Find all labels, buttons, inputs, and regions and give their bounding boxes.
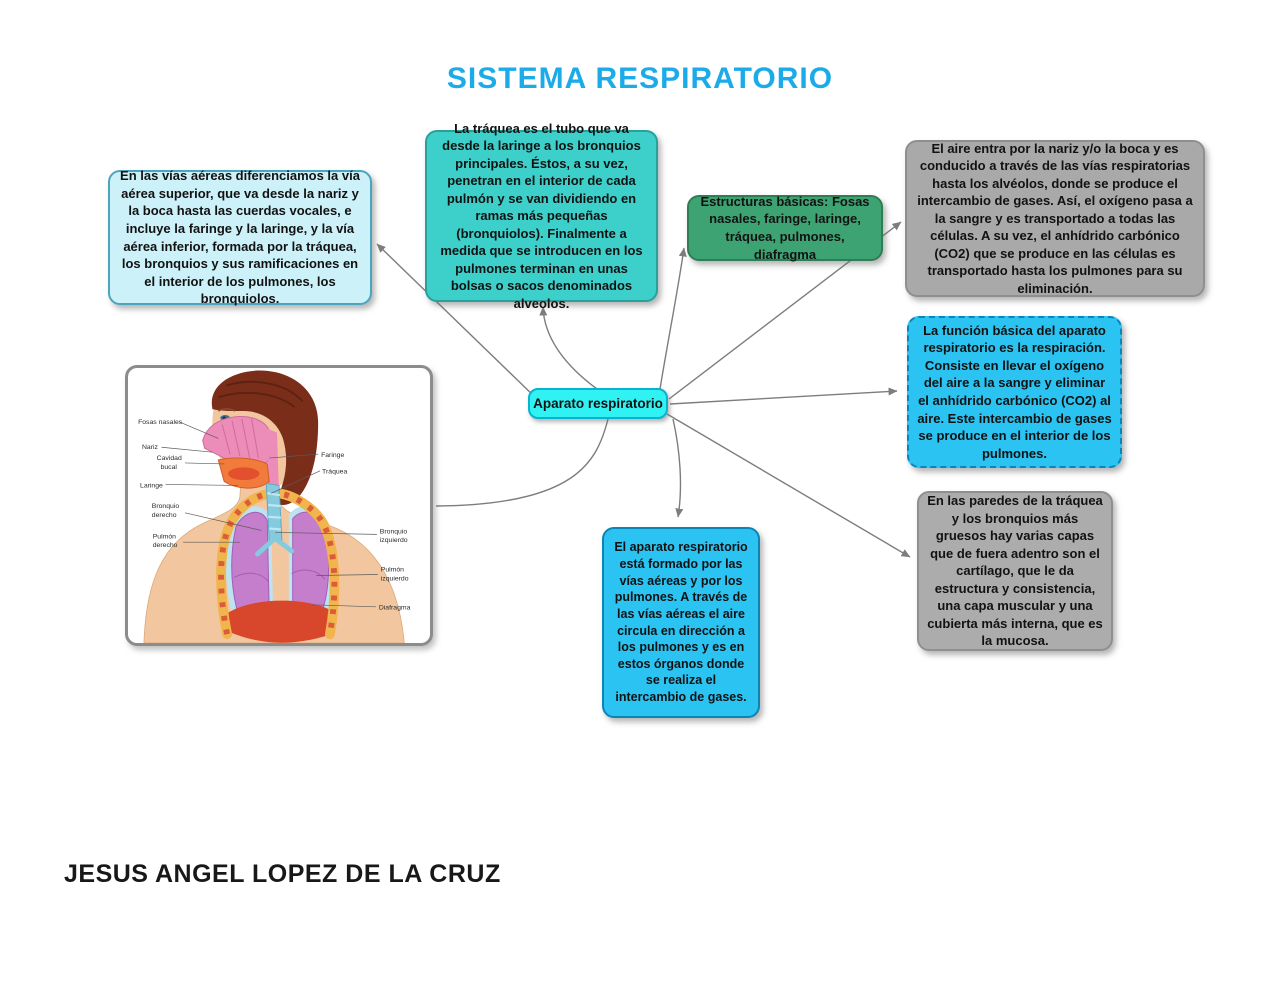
node-aparato-respiratorio-label: Aparato respiratorio — [533, 396, 663, 411]
diaphragm-shape — [227, 601, 335, 643]
box-aire — [905, 140, 1205, 297]
box-funcion-basica-text: La función básica del aparato respiratorio es la respiración. Consiste en llevar el oxígeno del aire a la sangre y eliminar el anhídrido carbónico (CO2) al aire. Este intercambio de gases se produce en el interior de los pulmones. — [917, 322, 1112, 461]
respiratory-anatomy-illustration — [125, 365, 433, 646]
box-estructuras-basicas — [687, 195, 883, 261]
author-name: JESUS ANGEL LOPEZ DE LA CRUZ — [64, 860, 501, 888]
label-traquea: Tráquea — [322, 468, 348, 476]
label-pulmon-izq-2: izquierdo — [380, 575, 409, 583]
label-pulmon-der-2: derecho — [152, 542, 178, 550]
tongue — [228, 467, 259, 480]
box-formado-text: El aparato respiratorio está formado por las vías aéreas y por los pulmones. A través de las vías aéreas el aire circula en dirección a los pulmones y es en estos órganos donde se realiza el intercambio de gases. — [614, 540, 748, 704]
box-paredes — [917, 491, 1113, 651]
label-bronquio-izq-2: izquierdo — [379, 537, 408, 545]
edge-node-to-illustration — [436, 419, 608, 506]
label-cavidad-2: bucal — [160, 463, 177, 471]
label-cavidad-1: Cavidad — [156, 454, 182, 462]
label-laringe: Laringe — [140, 482, 163, 490]
box-traquea-text: La tráquea es el tubo que va desde la laringe a los bronquios principales. Éstos, a su vez, penetran en el interior de cada pulmón y se van dividiendo en ramas más pequeñas (bronquiolos). Finalmente a medida que se introducen en los pulmones terminan en unas bolsas o sacos denominados alveolos. — [440, 120, 643, 311]
label-nariz: Nariz — [141, 444, 158, 452]
label-fosas-nasales: Fosas nasales — [138, 418, 183, 426]
label-pulmon-der-1: Pulmón — [152, 533, 176, 541]
edge-node-to-funcion — [670, 391, 897, 404]
box-vias-aereas-text: En las vías aéreas diferenciamos la vía aérea superior, que va desde la nariz y la boca hasta las cuerdas vocales, e incluye la faringe y la laringe, y la vía aérea inferior, formada por la tráquea, los bronquios y sus ramificaciones en el interior de los pulmones, los bronquiolos. — [120, 168, 360, 307]
box-vias-aereas — [108, 170, 372, 305]
label-bronquio-der-2: derecho — [151, 511, 177, 519]
label-faringe: Faringe — [321, 452, 345, 460]
label-pulmon-izq-1: Pulmón — [380, 566, 404, 574]
box-paredes-text: En las paredes de la tráquea y los bronquios más gruesos hay varias capas que de fuera adentro son el cartílago, que le da estructura y consistencia, una capa muscular y una cubierta más interna, que es la mucosa. — [927, 493, 1103, 649]
anatomy-drawing — [128, 368, 430, 643]
edge-node-to-formado — [673, 419, 680, 517]
box-estructuras-basicas-text: Estructuras básicas: Fosas nasales, faringe, laringe, tráquea, pulmones, diafragma — [700, 193, 870, 262]
label-bronquio-der-1: Bronquio — [151, 502, 180, 510]
box-formado — [602, 527, 760, 718]
box-aire-text: El aire entra por la nariz y/o la boca y es conducido a través de las vías respiratorias hasta los alvéolos, donde se produce el intercambio de gases. Así, el oxígeno pasa a la sangre y es transportado a todas las células. A su vez, el anhídrido carbónico (CO2) que se produce en las células es transportado hasta los pulmones para su eliminación. — [917, 140, 1193, 296]
box-funcion-basica — [907, 316, 1122, 468]
label-diafragma: Diafragma — [378, 604, 411, 612]
label-bronquio-izq-1: Bronquio — [379, 528, 408, 536]
edge-node-to-estructuras — [660, 248, 684, 389]
edge-node-to-traquea — [543, 307, 597, 389]
box-traquea — [425, 120, 658, 311]
page-title: SISTEMA RESPIRATORIO — [446, 62, 834, 95]
node-aparato-respiratorio — [528, 388, 668, 419]
